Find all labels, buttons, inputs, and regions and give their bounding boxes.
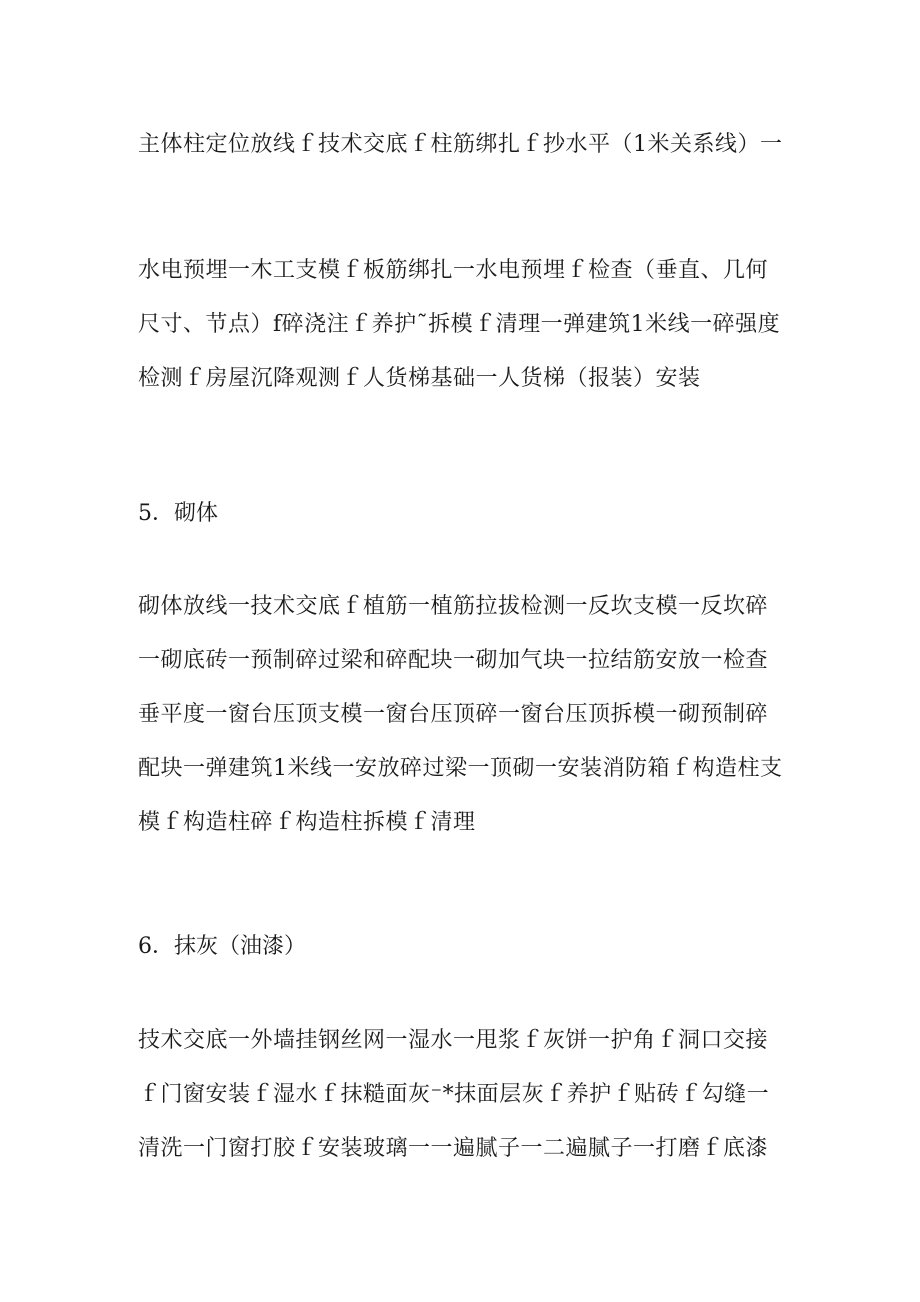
section-heading-plastering: 6．抹灰（油漆）	[138, 934, 306, 959]
paragraph-main-structure: 主体柱定位放线ｆ技术交底ｆ柱筋绑扎ｆ抄水平（1米关系线）一	[138, 132, 783, 157]
section-heading-masonry: 5．砌体	[138, 501, 218, 526]
paragraph-masonry: 砌体放线一技术交底ｆ植筋一植筋拉拔检测一反坎支模一反坎碎一砌底砖一预制碎过梁和碎配块一砌加气块一拉结筋安放一检查垂平度一窗台压顶支模一窗台压顶碎一窗台压顶拆模一砌预制碎配块一弹建筑1米线一安放碎过梁一顶砌一安装消防箱ｆ构造柱支模ｆ构造柱碎ｆ构造柱拆模ｆ清理	[138, 594, 783, 835]
paragraph-mep-formwork: 水电预埋一木工支模ｆ板筋绑扎一水电预埋ｆ检查（垂直、几何尺寸、节点）f碎浇注ｆ养护˜拆模ｆ清理一弹建筑1米线一碎强度检测ｆ房屋沉降观测ｆ人货梯基础一人货梯（报装）安装	[138, 258, 781, 391]
paragraph-plastering: 技术交底一外墙挂钢丝网一湿水一甩浆ｆ灰饼一护角ｆ洞口交接ｆ门窗安装ｆ湿水ｆ抹糙面灰⁻*抹面层灰ｆ养护ｆ贴砖ｆ勾缝一清洗一门窗打胶ｆ安装玻璃一一遍腻子一二遍腻子一打磨ｆ底漆	[138, 1028, 770, 1161]
